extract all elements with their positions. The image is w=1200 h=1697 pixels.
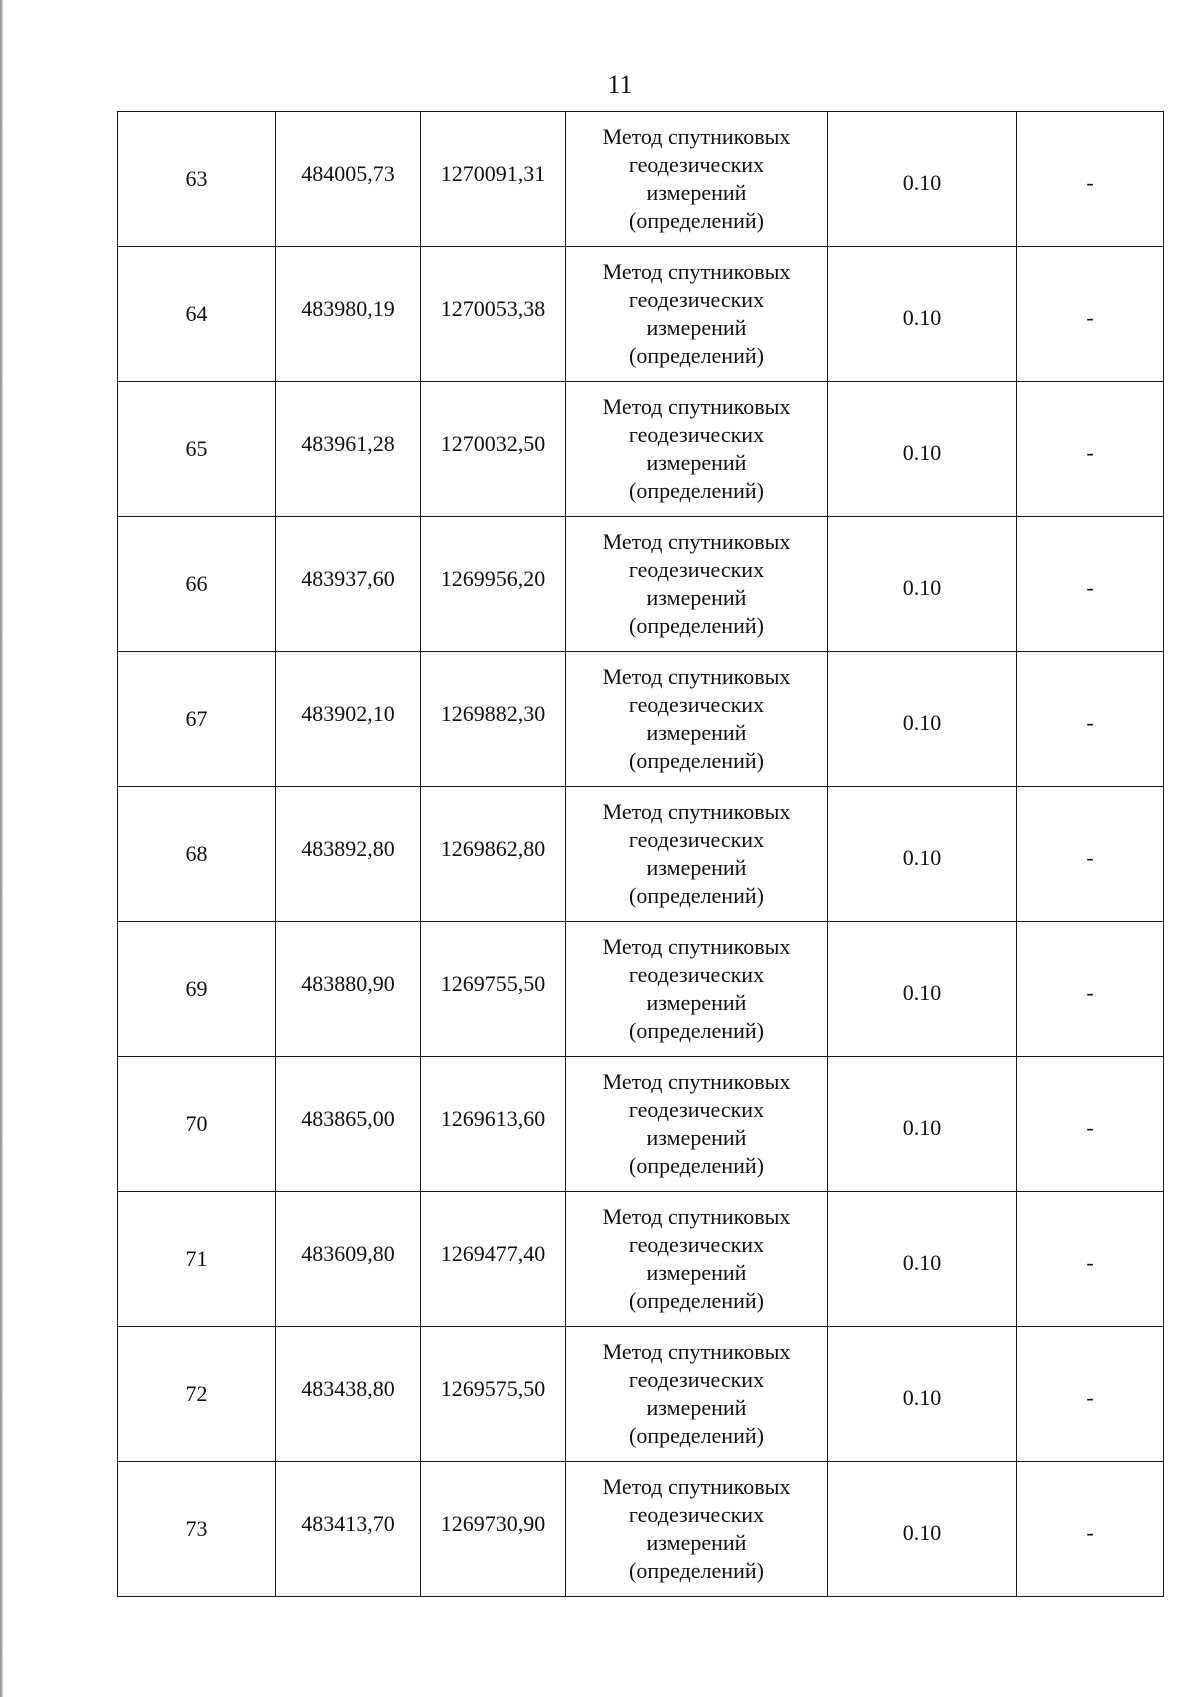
coordinate-x: 483438,80 xyxy=(276,1327,421,1462)
coordinate-x: 484005,73 xyxy=(276,112,421,247)
method-line: Метод спутниковых xyxy=(602,1474,791,1499)
point-number: 69 xyxy=(118,922,276,1057)
note-value: - xyxy=(1017,1327,1164,1462)
method-line: Метод спутниковых xyxy=(602,664,791,689)
method-line: Метод спутниковых xyxy=(602,1339,791,1364)
coordinate-y: 1269575,50 xyxy=(421,1327,566,1462)
method-line: измерений xyxy=(646,990,747,1015)
table-row xyxy=(118,247,1164,382)
coordinate-y: 1270091,31 xyxy=(421,112,566,247)
table-row xyxy=(118,517,1164,652)
point-number: 68 xyxy=(118,787,276,922)
point-number: 72 xyxy=(118,1327,276,1462)
method-line: геодезических xyxy=(628,692,765,717)
method-cell xyxy=(566,112,828,247)
point-number: 71 xyxy=(118,1192,276,1327)
method-line: (определений) xyxy=(629,1153,764,1178)
point-number: 65 xyxy=(118,382,276,517)
table-row xyxy=(118,652,1164,787)
method-line: (определений) xyxy=(629,613,764,638)
coordinate-y: 1269882,30 xyxy=(421,652,566,787)
method-cell xyxy=(566,922,828,1057)
scan-edge xyxy=(0,0,3,1697)
accuracy-value: 0.10 xyxy=(828,787,1017,922)
point-number: 66 xyxy=(118,517,276,652)
method-cell xyxy=(566,517,828,652)
coordinate-y: 1269956,20 xyxy=(421,517,566,652)
method-line: геодезических xyxy=(628,152,765,177)
method-line: Метод спутниковых xyxy=(602,394,791,419)
table-row xyxy=(118,382,1164,517)
method-line: (определений) xyxy=(629,343,764,368)
table-row xyxy=(118,787,1164,922)
coordinate-y: 1269755,50 xyxy=(421,922,566,1057)
method-line: геодезических xyxy=(628,557,765,582)
method-line: измерений xyxy=(646,1395,747,1420)
coordinate-y: 1269613,60 xyxy=(421,1057,566,1192)
method-line: (определений) xyxy=(629,748,764,773)
method-line: (определений) xyxy=(629,883,764,908)
coordinate-x: 483880,90 xyxy=(276,922,421,1057)
accuracy-value: 0.10 xyxy=(828,1327,1017,1462)
coordinate-x: 483413,70 xyxy=(276,1462,421,1597)
accuracy-value: 0.10 xyxy=(828,112,1017,247)
accuracy-value: 0.10 xyxy=(828,1057,1017,1192)
method-line: измерений xyxy=(646,720,747,745)
coordinate-x: 483865,00 xyxy=(276,1057,421,1192)
method-cell xyxy=(566,1192,828,1327)
table-row xyxy=(118,112,1164,247)
method-line: (определений) xyxy=(629,1558,764,1583)
note-value: - xyxy=(1017,517,1164,652)
method-line: (определений) xyxy=(629,478,764,503)
accuracy-value: 0.10 xyxy=(828,922,1017,1057)
page-number: 11 xyxy=(607,70,633,99)
table-row xyxy=(118,1327,1164,1462)
coordinate-x: 483892,80 xyxy=(276,787,421,922)
method-line: (определений) xyxy=(629,1423,764,1448)
method-line: геодезических xyxy=(628,1232,765,1257)
method-line: геодезических xyxy=(628,1502,765,1527)
coordinate-y: 1269862,80 xyxy=(421,787,566,922)
point-number: 64 xyxy=(118,247,276,382)
method-line: (определений) xyxy=(629,1018,764,1043)
accuracy-value: 0.10 xyxy=(828,517,1017,652)
coordinate-y: 1270032,50 xyxy=(421,382,566,517)
coordinates-table xyxy=(117,111,1164,1597)
method-line: (определений) xyxy=(629,1288,764,1313)
method-line: Метод спутниковых xyxy=(602,934,791,959)
coordinate-x: 483902,10 xyxy=(276,652,421,787)
note-value: - xyxy=(1017,112,1164,247)
coordinates-table-body xyxy=(118,112,1164,1597)
method-line: Метод спутниковых xyxy=(602,124,791,149)
method-line: (определений) xyxy=(629,208,764,233)
table-row xyxy=(118,1192,1164,1327)
method-line: Метод спутниковых xyxy=(602,259,791,284)
method-cell xyxy=(566,787,828,922)
method-line: измерений xyxy=(646,450,747,475)
table-row xyxy=(118,1057,1164,1192)
point-number: 73 xyxy=(118,1462,276,1597)
method-line: измерений xyxy=(646,1530,747,1555)
method-line: Метод спутниковых xyxy=(602,1204,791,1229)
note-value: - xyxy=(1017,922,1164,1057)
note-value: - xyxy=(1017,1192,1164,1327)
method-line: измерений xyxy=(646,855,747,880)
method-cell xyxy=(566,247,828,382)
method-line: измерений xyxy=(646,315,747,340)
method-line: геодезических xyxy=(628,827,765,852)
method-line: геодезических xyxy=(628,422,765,447)
coordinate-x: 483937,60 xyxy=(276,517,421,652)
method-line: Метод спутниковых xyxy=(602,799,791,824)
accuracy-value: 0.10 xyxy=(828,1192,1017,1327)
method-line: измерений xyxy=(646,180,747,205)
method-line: измерений xyxy=(646,1125,747,1150)
method-cell xyxy=(566,1462,828,1597)
method-line: геодезических xyxy=(628,962,765,987)
coordinate-x: 483609,80 xyxy=(276,1192,421,1327)
accuracy-value: 0.10 xyxy=(828,247,1017,382)
method-line: измерений xyxy=(646,1260,747,1285)
method-cell xyxy=(566,1057,828,1192)
note-value: - xyxy=(1017,1057,1164,1192)
note-value: - xyxy=(1017,652,1164,787)
method-cell xyxy=(566,382,828,517)
method-line: измерений xyxy=(646,585,747,610)
method-line: геодезических xyxy=(628,1097,765,1122)
table-row xyxy=(118,922,1164,1057)
method-cell xyxy=(566,1327,828,1462)
coordinate-y: 1269730,90 xyxy=(421,1462,566,1597)
point-number: 63 xyxy=(118,112,276,247)
method-line: геодезических xyxy=(628,287,765,312)
note-value: - xyxy=(1017,247,1164,382)
point-number: 70 xyxy=(118,1057,276,1192)
accuracy-value: 0.10 xyxy=(828,382,1017,517)
note-value: - xyxy=(1017,382,1164,517)
coordinate-x: 483980,19 xyxy=(276,247,421,382)
point-number: 67 xyxy=(118,652,276,787)
method-line: Метод спутниковых xyxy=(602,529,791,554)
note-value: - xyxy=(1017,1462,1164,1597)
method-cell xyxy=(566,652,828,787)
coordinate-y: 1270053,38 xyxy=(421,247,566,382)
table-row xyxy=(118,1462,1164,1597)
coordinate-x: 483961,28 xyxy=(276,382,421,517)
accuracy-value: 0.10 xyxy=(828,652,1017,787)
method-line: геодезических xyxy=(628,1367,765,1392)
coordinate-y: 1269477,40 xyxy=(421,1192,566,1327)
method-line: Метод спутниковых xyxy=(602,1069,791,1094)
note-value: - xyxy=(1017,787,1164,922)
accuracy-value: 0.10 xyxy=(828,1462,1017,1597)
